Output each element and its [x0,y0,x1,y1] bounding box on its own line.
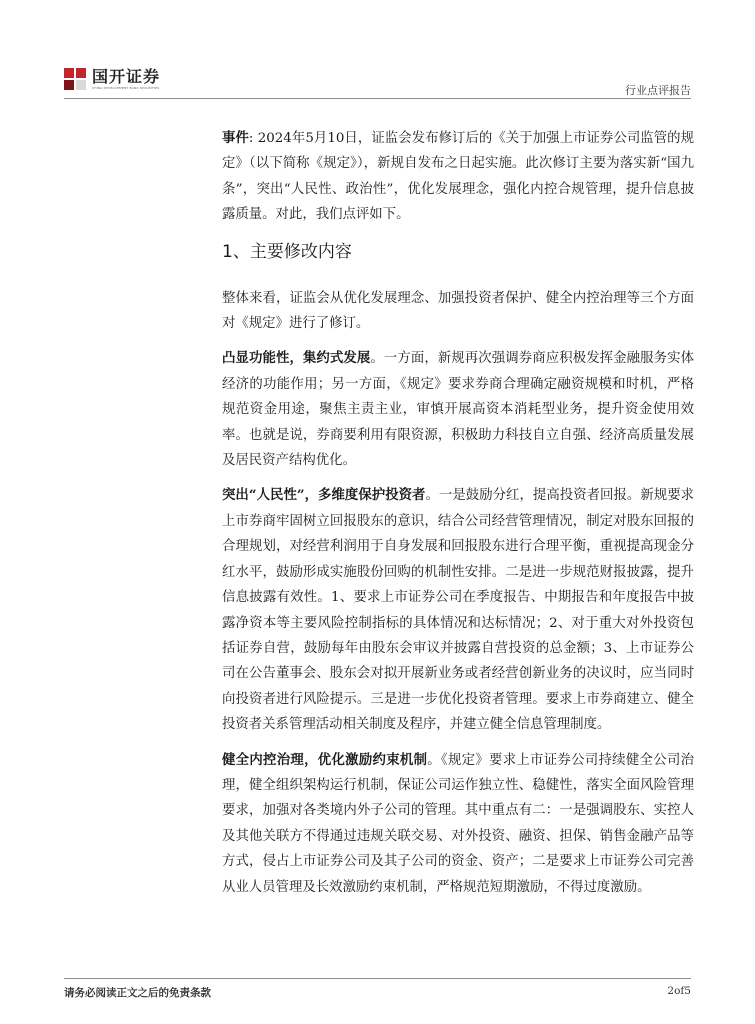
report-body [222,126,694,900]
paragraph-lead: 健全内控治理，优化激励约束机制 [222,751,428,768]
paragraph-text: 。一是鼓励分红，提高投资者回报。新规要求上市券商牢固树立回报股东的意识，结合公司经营管理情况，制定对股东回报的合理规划，对经营利润用于自身发展和回报股东进行合理平衡，重视提高现金分红水平，鼓励形成实施股份回购的机制性安排。二是进一步规范财报披露，提升信息披露有效性。1、要求上市证券公司在季度报告、中期报告和年度报告中披露净资本等主要风险控制指标的具体情况和达标情况；2、对于重大对外投资包括证券自营，鼓励每年由股东会审议并披露自营投资的总金额；3、上市证券公司在公告董事会、股东会对拟开展新业务或者经营创新业务的决议时，应当同时向投资者进行风险提示。三是进一步优化投资者管理。要求上市券商建立、健全投资者关系管理活动相关制度及程序，并建立健全信息管理制度。 [222,488,695,733]
paragraph-text: 。一方面，新规再次强调券商应积极发挥金融服务实体经济的功能作用；另一方面，《规定》要求券商合理确定融资规模和时机，严格规范资金用途，聚焦主责主业，审慎开展高资本消耗型业务，提升资金使用效率。也就是说，券商要利用有限资源，积极助力科技自立自强、经济高质量发展及居民资产结构优化。 [222,351,694,469]
paragraph-internal-control [222,748,694,900]
event-paragraph [222,126,694,228]
logo-icon [64,68,86,90]
page-header [0,0,755,100]
page-number: 2of5 [667,985,691,997]
paragraph-lead: 凸显功能性，集约式发展 [222,350,371,367]
event-label: 事件 [222,130,249,146]
paragraph-investor-protection [222,483,694,737]
paragraph-lead: 突出“人民性”，多维度保护投资者 [222,487,426,504]
event-text: : 2024年5月10日，证监会发布修订后的《关于加强上市证券公司监管的规定》（以下简称《规定》），新规自发布之日起实施。此次修订主要为落实新“国九条”，突出“人民性、政治性”，优化发展理念，强化内控合规管理，提升信息披露质量。对此，我们点评如下。 [222,131,695,223]
section-title: 1、主要修改内容 [222,241,352,262]
logo-name-en: CHINA DEVELOPMENT BANK SECURITIES [92,86,160,90]
paragraph-functionality [222,346,694,473]
report-type-label: 行业点评报告 [625,84,691,97]
footer-divider [64,978,691,979]
company-logo [64,68,160,90]
disclaimer-text: 请务必阅读正文之后的免责条款 [64,987,211,999]
paragraph-text: 。《规定》要求上市证券公司持续健全公司治理，健全组织架构运行机制，保证公司运作独立性、稳健性，落实全面风险管理要求，加强对各类境内外子公司的管理。其中重点有二：一是强调股东、实控人及其他关联方不得通过违规关联交易、对外投资、融资、担保、销售金融产品等方式，侵占上市证券公司及其子公司的资金、资产；二是要求上市证券公司完善从业人员管理及长效激励约束机制，严格规范短期激励，不得过度激励。 [222,752,694,895]
header-divider [64,98,691,99]
intro-paragraph: 整体来看，证监会从优化发展理念、加强投资者保护、健全内控治理等三个方面对《规定》进行了修订。 [222,290,694,332]
logo-name-cn: 国开证券 [92,67,161,86]
